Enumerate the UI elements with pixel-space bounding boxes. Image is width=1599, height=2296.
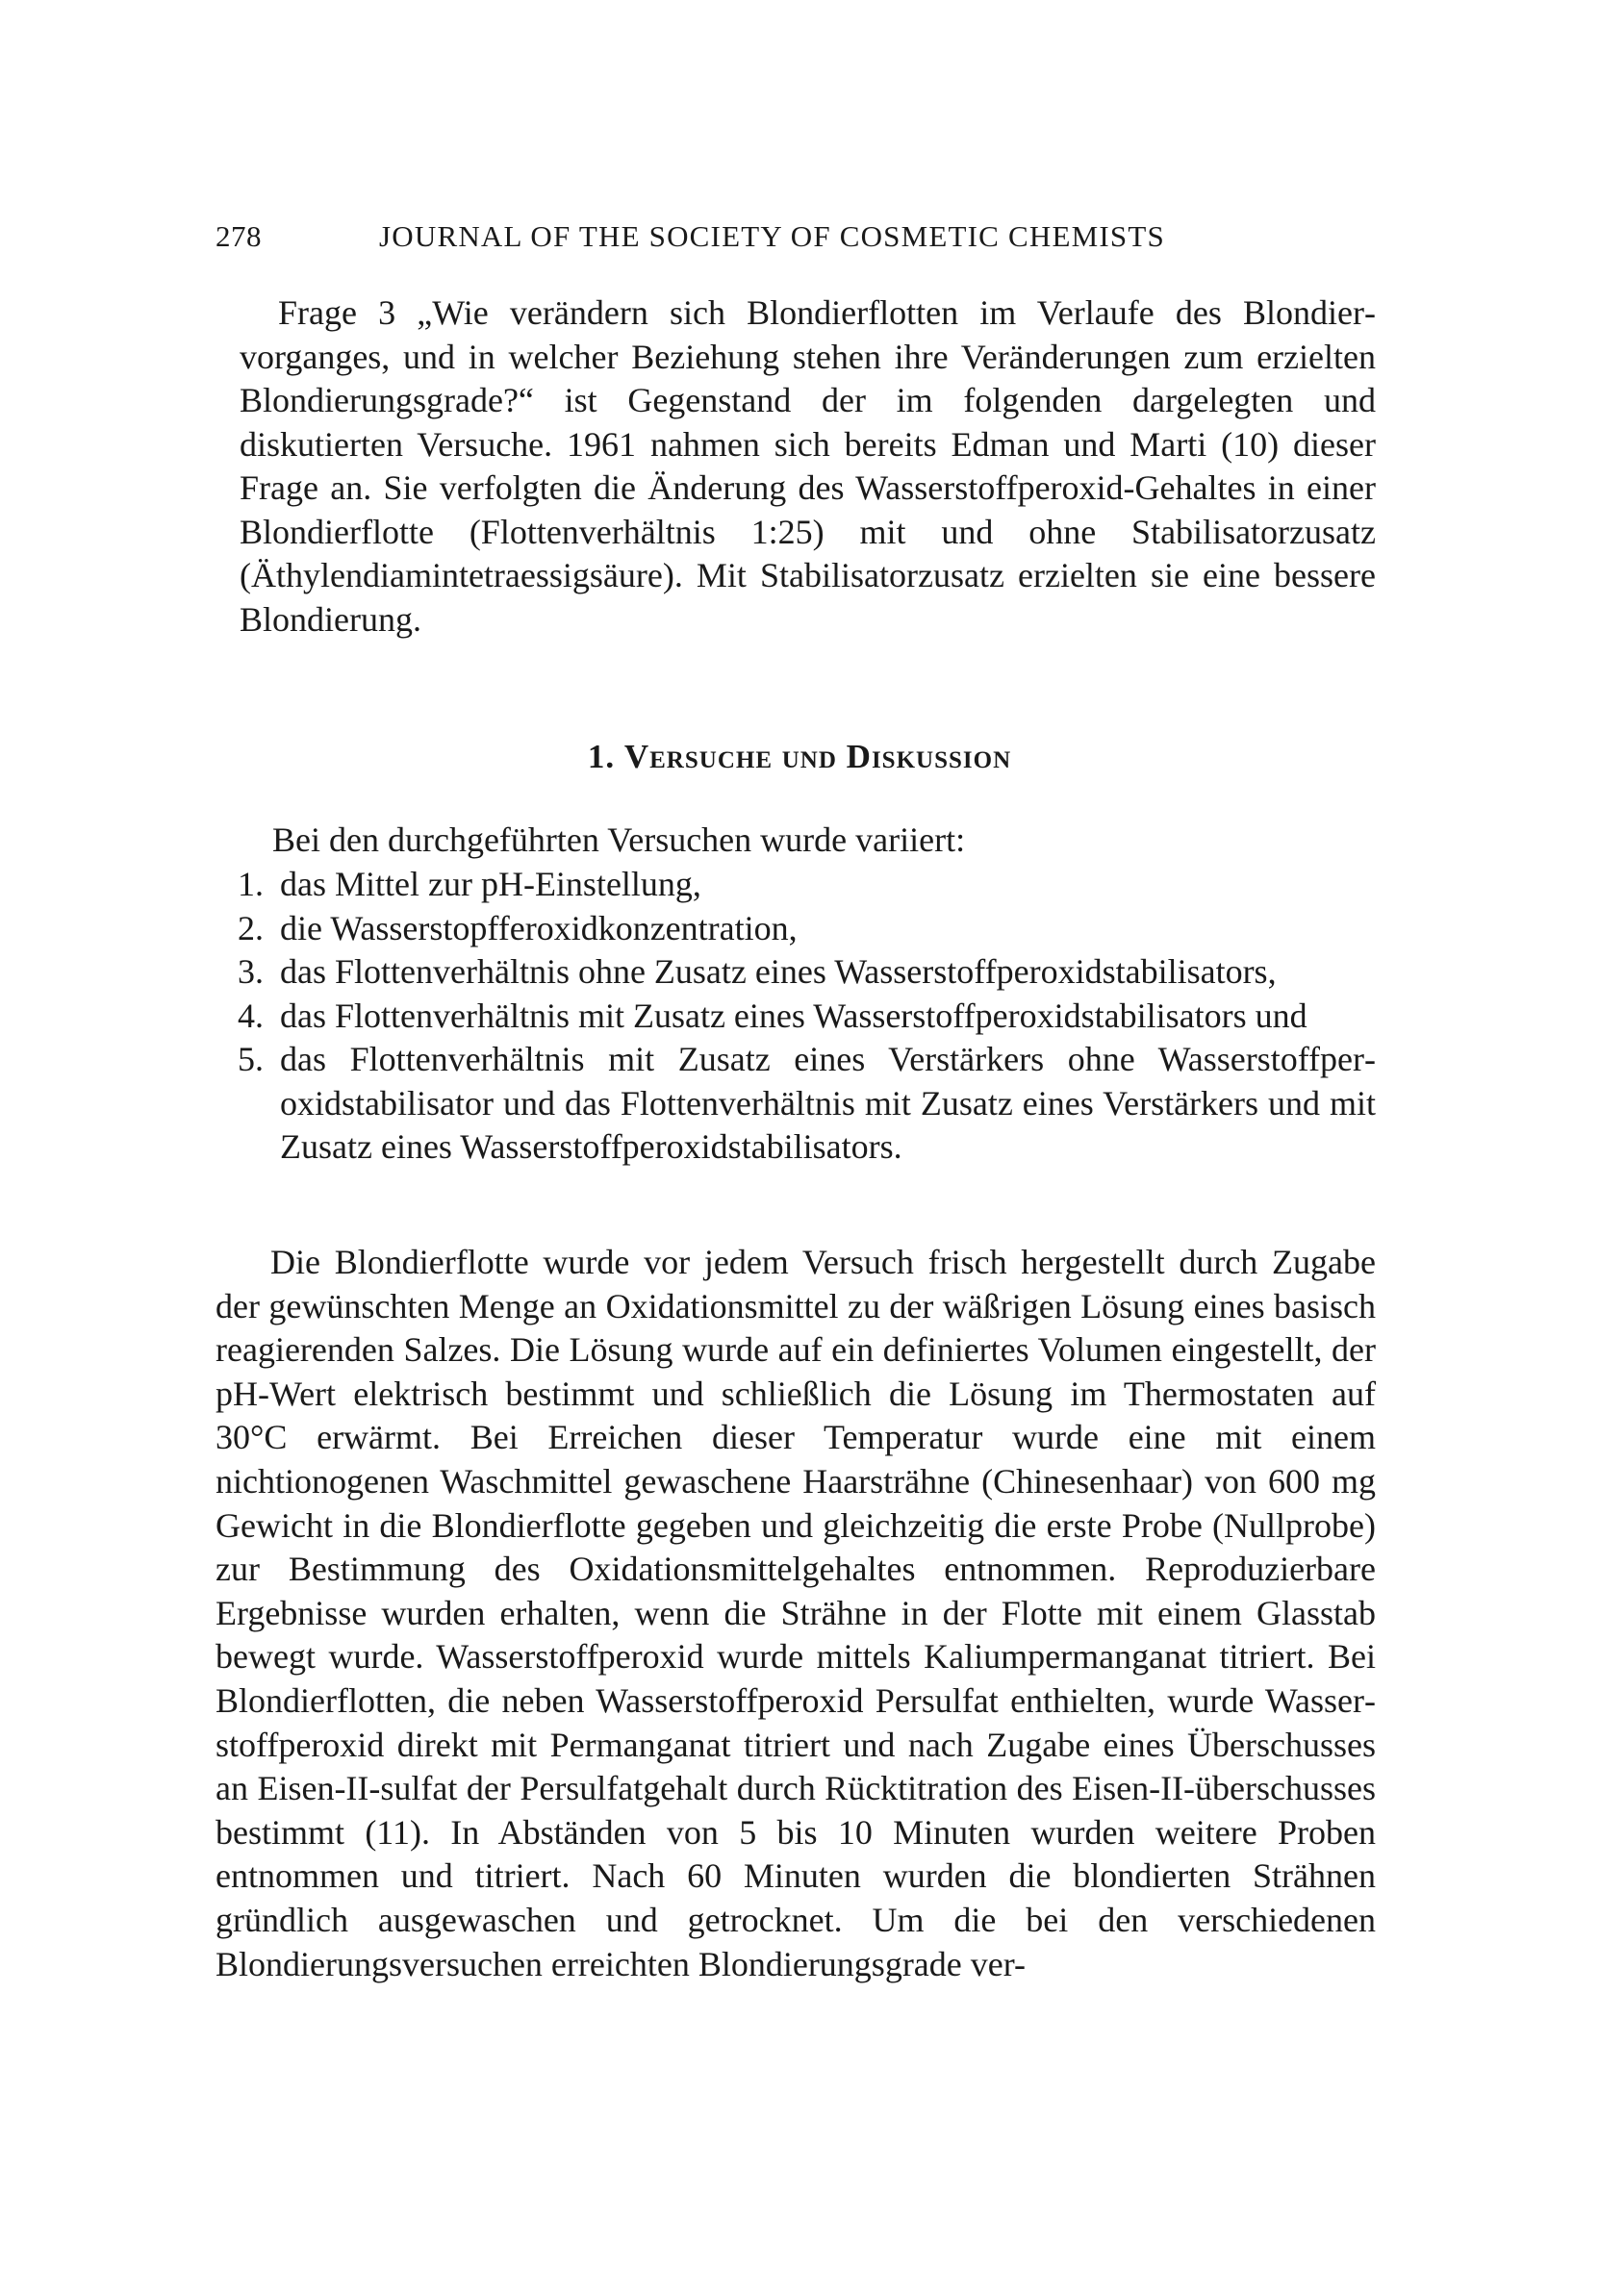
intro-paragraph: Frage 3 „Wie verändern sich Blondierflotten im Verlaufe des Blondiervorganges, und in welcher Beziehung stehen ihre Veränderungen zum erzielten Blondierungsgrade?“ ist Gegenstand der im folgenden dargelegten und diskutierten Versuche. 1961 nahmen sich bereits Edman und Marti (10) dieser Frage an. Sie verfolgten die Änderung des Wasserstoffperoxid-Gehaltes in einer Blondierflotte (Flottenverhältnis 1:25) mit und ohne Stabilisatorzusatz (Äthylendiamintetraessigsäure). Mit Stabilisatorzusatz erzielten sie eine bessere Blondierung.: [240, 293, 1376, 639]
list-item: [238, 1038, 1376, 1170]
section-title-word-2: und: [781, 738, 837, 775]
list-item-text: das Flottenverhältnis mit Zusatz eines Wasserstoffperoxidstabilisators und: [280, 996, 1307, 1035]
journal-title: JOURNAL OF THE SOCIETY OF COSMETIC CHEMISTS: [379, 219, 1165, 253]
list-item: [238, 907, 1376, 951]
section-heading: [0, 738, 1599, 776]
section-number: 1.: [587, 738, 616, 775]
variation-list: [238, 863, 1376, 1170]
page-number: 278: [216, 219, 262, 253]
list-item: [238, 863, 1376, 907]
list-item-text: die Wasserstopfferoxidkonzentration,: [280, 908, 798, 947]
body-paragraph: Die Blondierflotte wurde vor jedem Versuch frisch hergestellt durch Zugabe der gewünschten Menge an Oxidationsmittel zu der wäßrigen Lösung eines basisch reagierenden Salzes. Die Lösung wurde auf ein definiertes Volumen eingestellt, der pH-Wert elektrisch bestimmt und schließlich die Lösung im Thermostaten auf 30°C erwärmt. Bei Erreichen dieser Temperatur wurde eine mit einem nichtionogenen Waschmittel gewaschene Haarsträhne (Chinesenhaar) von 600 mg Gewicht in die Blondierflotte gegeben und gleichzeitig die erste Probe (Nullprobe) zur Bestimmung des Oxidationsmittelgehaltes entnommen. Reproduzierbare Ergebnisse wurden erhalten, wenn die Strähne in der Flotte mit einem Glasstab bewegt wurde. Wasserstoffperoxid wurde mittels Kaliumpermanganat titriert. Bei Blondierflotten, die neben Wasserstoffperoxid Persulfat enthielten, wurde Wasserstoffperoxid direkt mit Permanganat titriert und nach Zugabe eines Überschusses an Eisen-II-sulfat der Persulfatgehalt durch Rücktitration des Eisen-II-überschusses bestimmt (11). In Abständen von 5 bis 10 Minuten wurden weitere Proben entnommen und titriert. Nach 60 Minuten wurden die blondierten Strähnen gründlich ausgewaschen und getrocknet. Um die bei den verschiedenen Blondierungsversuchen erreichten Blondierungsgrade ver-: [216, 1243, 1376, 1983]
list-item-number: 2.: [238, 908, 264, 947]
running-header: [216, 219, 1370, 254]
list-item-number: 4.: [238, 996, 264, 1035]
list-item-number: 1.: [238, 865, 264, 903]
list-intro: Bei den durchgeführten Versuchen wurde variiert:: [272, 820, 966, 859]
list-item-text: das Flottenverhältnis ohne Zusatz eines Wasserstoffperoxidstabilisators,: [280, 952, 1277, 991]
list-item-text: das Flottenverhältnis mit Zusatz eines Verstärkers ohne Wasserstoffperoxidstabilisator und das Flottenverhältnis mit Zusatz eines Verstärkers und mit Zusatz eines Wasserstoffperoxidstabilisators.: [280, 1040, 1376, 1166]
list-item: [238, 995, 1376, 1039]
list-item-number: 5.: [238, 1040, 264, 1078]
section-title-word-1: Versuche: [623, 738, 773, 775]
list-item: [238, 950, 1376, 995]
list-item-text: das Mittel zur pH-Einstellung,: [280, 865, 701, 903]
section-title-word-3: Diskussion: [846, 738, 1012, 775]
list-item-number: 3.: [238, 952, 264, 991]
